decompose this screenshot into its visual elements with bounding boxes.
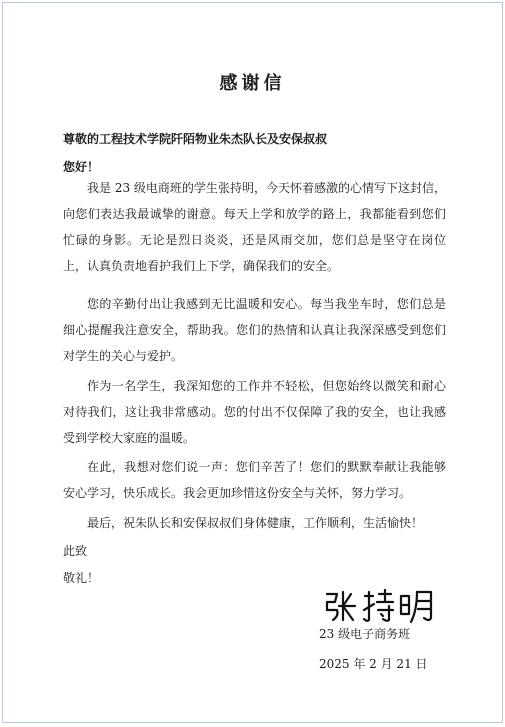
paragraph-1: 我是 23 级电商班的学生张持明，今天怀着感激的心情写下这封信，向您们表达我最诚挚的谢意。每天上学和放学的路上，我都能看到您们忙碌的身影。无论是烈日炎炎，还是风雨交加，您们总是坚守在岗位上，认真负责地看护我们上下学，确保我们的安全。 [63, 181, 446, 273]
closing-ci-zhi: 此致 [63, 544, 88, 558]
paragraph-5: 最后，祝朱队长和安保叔叔们身体健康，工作顺利，生活愉快！ [87, 516, 424, 530]
paragraph-3: 作为一名学生，我深知您的工作并不轻松，但您始终以微笑和耐心对待我们，这让我非常感动。您的付出不仅保障了我的安全，也让我感受到学校大家庭的温暖。 [63, 379, 446, 445]
greeting: 您好！ [63, 160, 100, 174]
paragraph-2: 您的辛勤付出让我感到无比温暖和安心。每当我坐车时，您们总是细心提醒我注意安全，帮助我。您们的热情和认真让我深深感受到您们对学生的关心与爱护。 [63, 297, 446, 363]
signature-date: 2025 年 2 月 21 日 [319, 657, 428, 671]
salutation: 尊敬的工程技术学院阡陌物业朱杰队长及安保叔叔 [63, 132, 328, 146]
letter-title: 感谢信 [219, 73, 286, 94]
signature-class: 23 级电子商务班 [319, 627, 411, 641]
paragraph-4: 在此，我想对您们说一声：您们辛苦了！您们的默默奉献让我能够安心学习，快乐成长。我会更加珍惜这份安全与关怀，努力学习。 [63, 460, 446, 500]
handwritten-signature [321, 586, 441, 626]
closing-jing-li: 敬礼！ [63, 571, 100, 585]
letter-page [2, 2, 503, 723]
